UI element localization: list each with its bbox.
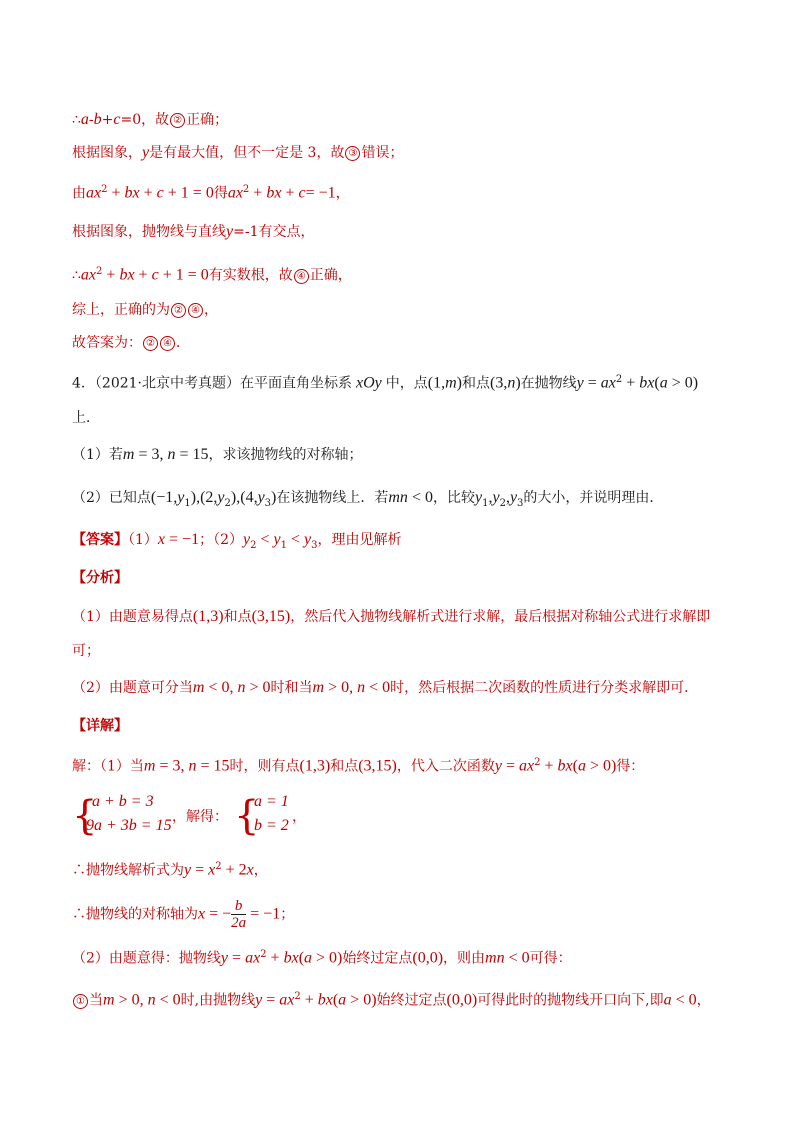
details-axis-of-symmetry: ∴抛物线的对称轴为x = − $\frac{b}{2a}$ = −1； xyxy=(72,898,295,931)
details-step-1: 解：（1）当m = 3, n = 15时，则有点(1,3)和点(3,15)，代入二次函数$y = ax^2 + bx(a > 0)$得： xyxy=(72,757,645,775)
question-4-part-2: （2）已知点$(-1,y_1),(2,y_2),(4,y_3)$在该抛物线上．若mn < 0，比较$y_1,y_2,y_3$的大小，并说明理由． xyxy=(72,489,664,509)
analysis-part-1-tail: 可； xyxy=(72,643,100,659)
question-4-part-1: （1）若m = 3, n = 15，求该抛物线的对称轴； xyxy=(72,446,363,463)
line-conclusion-2: ∴a-b+c=0，故 ② 正确； xyxy=(72,111,229,128)
equation-system: { a + b = 3 9a + 3b = 15 ，解得： { a = 1 b = 2 ， xyxy=(72,793,306,839)
analysis-part-2: （2）由题意可分当m < 0, n > 0时和当m > 0, n < 0时，然后根据二次函数的性质进行分类求解即可． xyxy=(72,679,699,696)
details-tag: 【详解】 xyxy=(72,718,128,734)
answer-tag: 【答案】 xyxy=(72,532,128,548)
line-answer-prev: 故答案为： ② ④ ． xyxy=(72,335,190,351)
answer-line: 【答案】（1）x = −1；$(2)y_2 < y_1 < y_3$，理由见解析 xyxy=(72,531,402,551)
line-intersection: 根据图象，抛物线与直线y=-1有交点， xyxy=(72,223,315,240)
details-case-1: ① 当m > 0, n < 0时,由抛物线$y = ax^2 + bx(a > 0)$始终过定点(0,0)可得此时的抛物线开口向下,即a < 0， xyxy=(72,987,738,1011)
analysis-tag-line xyxy=(72,568,738,588)
analysis-tag: 【分析】 xyxy=(72,570,128,586)
analysis-part-1: （1）由题意易得点(1,3)和点(3,15)，然后代入抛物线解析式进行求解，最后根据对称轴公式进行求解即 xyxy=(72,608,711,625)
details-tag-line xyxy=(72,716,738,736)
line-conclusion-3: 根据图象，y是有最大值，但不一定是 3，故 ③ 错误； xyxy=(72,144,404,161)
line-conclusion-4: $\therefore ax^2$ + bx + c + 1 = 0有实数根，故 ④ 正确， xyxy=(72,266,352,284)
question-4-stem-tail: 上． xyxy=(72,410,100,426)
question-4-stem: 4．（2021·北京中考真题）在平面直角坐标系 xOy 中，点(1,m)和点(3,n)在抛物线$y = ax^2 + bx(a > 0)$ xyxy=(72,374,699,392)
line-equation-transform: 由$ax^2$ + bx + c + 1 = 0得$ax^2$ + bx + c= −1， xyxy=(72,184,350,202)
details-parabola-expression: ∴抛物线解析式为$y = x^2 + 2x$， xyxy=(72,861,268,879)
line-summary: 综上，正确的为 ② ④ ， xyxy=(72,302,218,318)
circled-2: ② xyxy=(170,113,185,128)
details-step-2: （2）由题意得：抛物线$y = ax^2 + bx(a > 0)$始终过定点(0,0)，则由mn < 0可得： xyxy=(72,949,572,967)
